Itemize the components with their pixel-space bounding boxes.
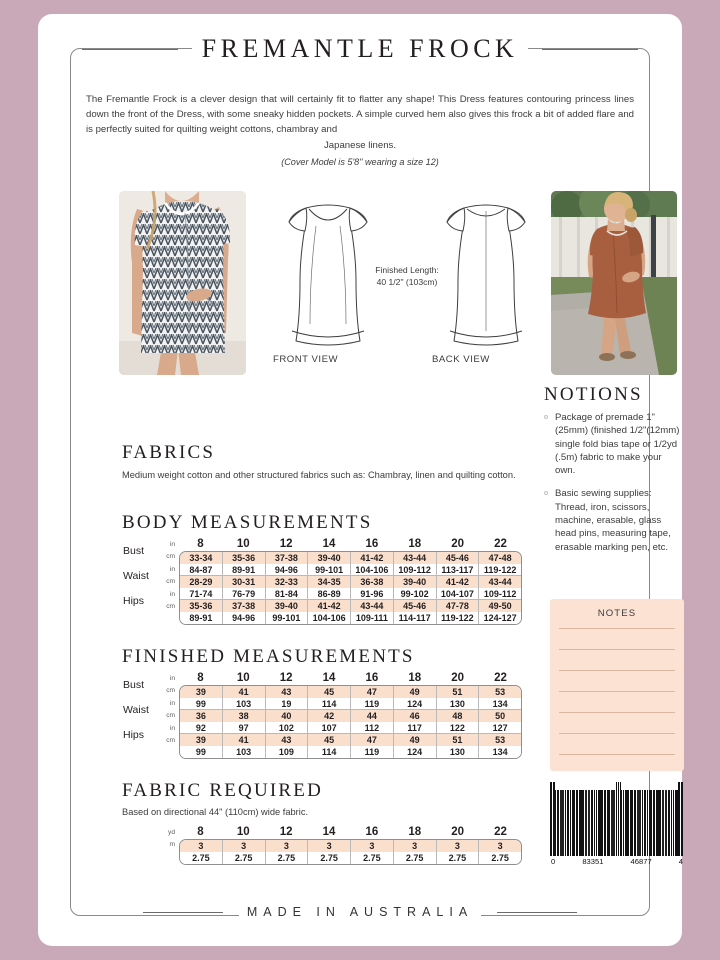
- measure-column-size-22: [478, 552, 521, 624]
- cell-bust-in-14: 39-40: [308, 552, 350, 564]
- fabric-size-header-row: [179, 826, 522, 838]
- size-header-22: 22: [494, 826, 507, 839]
- size-header-16: 16: [365, 672, 379, 684]
- size-header-18: 18: [408, 672, 422, 684]
- cell-waist-in-8: 28-29: [180, 576, 222, 588]
- front-view-label: FRONT VIEW: [273, 354, 339, 365]
- finished-measurements-heading: FINISHED MEASUREMENTS: [122, 646, 415, 667]
- barcode-bar: [557, 790, 559, 856]
- cell-fabric-in-8: 3: [180, 840, 222, 852]
- notions-list: [544, 411, 684, 554]
- notion-text: Basic sewing supplies: Thread, iron, scissors, machine, erasable, glass head pins, measuring tape, erasable marking pen, etc.: [555, 488, 671, 553]
- bullet-icon: [544, 491, 548, 495]
- cell-hips-in-14: 45: [308, 734, 350, 746]
- cell-waist-in-20: 48: [437, 710, 479, 722]
- title-rule-right: [542, 49, 638, 50]
- size-header-10: 10: [236, 672, 250, 684]
- finished-length-value: 40 1/2" (103cm): [376, 277, 438, 287]
- cell-hips-cm-14: 104-106: [308, 612, 350, 624]
- row-label-hips: [122, 723, 179, 747]
- measure-column-size-12: [265, 552, 308, 624]
- row-units: in cm: [166, 591, 175, 610]
- row-label-waist: [122, 698, 179, 722]
- measure-column-size-18: [393, 840, 436, 864]
- row-label-waist: [122, 564, 179, 588]
- measure-column-size-10: [222, 552, 265, 624]
- cell-waist-cm-16: 112: [351, 722, 393, 734]
- measure-column-size-20: [436, 552, 479, 624]
- size-header-14: 14: [322, 826, 336, 839]
- photo-rust-linen-dress: [551, 191, 677, 375]
- intro-body: The Fremantle Frock is a clever design that will certainly fit to flatter any shape! This Dress features contouring princess lines down the front of the Dress, with some sneaky hidden pockets. A simple curved hem also gives this frock a bit of added flare and is perfectly suited for quilting weight cottons, chambray and: [86, 94, 634, 136]
- cell-bust-in-10: 41: [223, 686, 265, 698]
- barcode-bar: [588, 790, 590, 856]
- barcode-bar: [627, 790, 629, 856]
- measure-column-size-18: [393, 552, 436, 624]
- measure-column-size-22: [478, 840, 521, 864]
- notions-heading: NOTIONS: [544, 384, 643, 405]
- finished-length-callout: [361, 264, 453, 288]
- row-label-hips: [122, 589, 179, 613]
- finished-measurements-table: [122, 672, 522, 759]
- pattern-envelope-back: [38, 14, 682, 946]
- cell-waist-in-22: 50: [479, 710, 521, 722]
- size-header-22: 22: [494, 538, 507, 550]
- notes-write-line: [559, 754, 675, 755]
- cell-hips-cm-10: 103: [223, 746, 265, 758]
- measure-column-size-8: [180, 840, 222, 864]
- cell-bust-cm-16: 119: [351, 698, 393, 710]
- cell-waist-cm-22: 127: [479, 722, 521, 734]
- bullet-icon: [544, 415, 548, 419]
- size-header-14: 14: [322, 538, 336, 550]
- cell-bust-cm-8: 99: [180, 698, 222, 710]
- size-header-18: 18: [408, 538, 422, 550]
- notes-write-line: [559, 670, 675, 671]
- cell-fabric-in-10: 3: [223, 840, 265, 852]
- measure-column-size-10: [222, 686, 265, 758]
- cell-bust-cm-22: 119-122: [479, 564, 521, 576]
- fabric-required-heading: FABRIC REQUIRED: [122, 780, 324, 801]
- cell-bust-in-8: 33-34: [180, 552, 222, 564]
- cell-bust-in-8: 39: [180, 686, 222, 698]
- measure-column-size-12: [265, 840, 308, 864]
- barcode-bar: [582, 790, 584, 856]
- cell-fabric-in-16: 3: [351, 840, 393, 852]
- cell-waist-in-16: 44: [351, 710, 393, 722]
- cell-hips-cm-16: 109-111: [351, 612, 393, 624]
- cell-fabric-in-14: 3: [308, 840, 350, 852]
- footer-rule-left: [143, 912, 223, 913]
- size-header-8: 8: [197, 672, 204, 684]
- cell-waist-in-10: 38: [223, 710, 265, 722]
- size-header-20: 20: [451, 826, 465, 839]
- cell-waist-cm-20: 122: [437, 722, 479, 734]
- cell-hips-in-10: 41: [223, 734, 265, 746]
- cell-bust-in-20: 51: [437, 686, 479, 698]
- cell-waist-in-18: 39-40: [394, 576, 436, 588]
- size-header-16: 16: [365, 826, 379, 839]
- cell-bust-cm-8: 84-87: [180, 564, 222, 576]
- cell-fabric-cm-12: 2.75: [266, 852, 308, 864]
- cell-bust-in-22: 47-48: [479, 552, 521, 564]
- fabrics-text: Medium weight cotton and other structured fabrics such as: Chambray, linen and quilting cotton.: [122, 470, 516, 480]
- barcode-bar: [568, 790, 569, 856]
- barcode-bar: [562, 790, 564, 856]
- cell-hips-in-12: 39-40: [266, 600, 308, 612]
- cell-fabric-cm-18: 2.75: [394, 852, 436, 864]
- cell-bust-in-12: 37-38: [266, 552, 308, 564]
- cell-hips-in-18: 45-46: [394, 600, 436, 612]
- notes-write-line: [559, 712, 675, 713]
- cell-hips-cm-20: 119-122: [437, 612, 479, 624]
- cell-bust-in-12: 43: [266, 686, 308, 698]
- photo-chevron-dress: [119, 191, 246, 375]
- cell-waist-cm-8: 71-74: [180, 588, 222, 600]
- measure-column-size-14: [307, 552, 350, 624]
- body-measurements-table: [122, 538, 522, 625]
- body-size-header-row: [179, 538, 522, 550]
- cell-fabric-cm-22: 2.75: [479, 852, 521, 864]
- row-units: in cm: [166, 700, 175, 719]
- notes-write-line: [559, 649, 675, 650]
- barcode-digits: [550, 857, 684, 866]
- fabrics-heading: FABRICS: [122, 442, 216, 463]
- finished-measurements-grid: [179, 685, 522, 759]
- barcode-bar: [601, 790, 603, 856]
- measure-column-size-16: [350, 686, 393, 758]
- cell-hips-cm-22: 124-127: [479, 612, 521, 624]
- cell-bust-in-14: 45: [308, 686, 350, 698]
- intro-paragraph: [86, 92, 634, 170]
- barcode-bar: [645, 790, 646, 856]
- size-header-12: 12: [279, 826, 293, 839]
- row-label-text: Bust: [123, 545, 145, 557]
- notes-box[interactable]: [550, 599, 684, 771]
- title-band: [70, 36, 650, 62]
- measure-column-size-20: [436, 686, 479, 758]
- cell-bust-cm-12: 19: [266, 698, 308, 710]
- row-label-bust: [122, 673, 179, 697]
- cell-hips-cm-18: 114-117: [394, 612, 436, 624]
- notes-write-line: [559, 691, 675, 692]
- cell-hips-cm-12: 109: [266, 746, 308, 758]
- barcode-bar: [653, 790, 655, 856]
- barcode-bar: [647, 790, 648, 856]
- size-header-20: 20: [451, 538, 465, 550]
- cell-waist-cm-22: 109-112: [479, 588, 521, 600]
- row-label-fabric: [122, 827, 179, 851]
- cell-bust-in-16: 41-42: [351, 552, 393, 564]
- cell-bust-cm-22: 134: [479, 698, 521, 710]
- measure-column-size-8: [180, 552, 222, 624]
- cell-waist-cm-12: 102: [266, 722, 308, 734]
- footer-rule-right: [497, 912, 577, 913]
- cell-hips-cm-16: 119: [351, 746, 393, 758]
- notes-write-line: [559, 733, 675, 734]
- cell-fabric-in-22: 3: [479, 840, 521, 852]
- size-header-14: 14: [322, 672, 336, 684]
- size-header-22: 22: [494, 672, 507, 684]
- measure-column-size-20: [436, 840, 479, 864]
- cell-waist-in-12: 32-33: [266, 576, 308, 588]
- barcode-bar: [620, 782, 621, 856]
- cell-hips-in-18: 49: [394, 734, 436, 746]
- finished-size-header-row: [179, 672, 522, 684]
- fabric-required-section: [122, 780, 522, 865]
- notion-item-1: [544, 411, 684, 477]
- body-measurements-grid: [179, 551, 522, 625]
- cell-bust-in-22: 53: [479, 686, 521, 698]
- cell-hips-cm-8: 89-91: [180, 612, 222, 624]
- cell-bust-in-20: 45-46: [437, 552, 479, 564]
- size-header-8: 8: [197, 826, 204, 839]
- row-label-text: Waist: [123, 704, 149, 716]
- cell-bust-cm-10: 103: [223, 698, 265, 710]
- barcode-bar: [642, 790, 643, 856]
- cell-hips-in-10: 37-38: [223, 600, 265, 612]
- barcode-bar: [681, 782, 683, 856]
- cell-waist-in-14: 34-35: [308, 576, 350, 588]
- measure-column-size-16: [350, 552, 393, 624]
- barcode-group-two: 46877: [630, 857, 652, 866]
- size-header-16: 16: [365, 538, 379, 550]
- barcode-bars: [550, 782, 684, 856]
- cell-hips-in-16: 43-44: [351, 600, 393, 612]
- cell-waist-cm-14: 86-89: [308, 588, 350, 600]
- size-header-10: 10: [236, 538, 250, 550]
- measure-column-size-8: [180, 686, 222, 758]
- cell-bust-cm-12: 94-96: [266, 564, 308, 576]
- barcode-bar: [665, 790, 667, 856]
- cell-bust-in-18: 49: [394, 686, 436, 698]
- cell-bust-cm-14: 99-101: [308, 564, 350, 576]
- cell-hips-in-20: 51: [437, 734, 479, 746]
- cell-waist-in-12: 40: [266, 710, 308, 722]
- cell-bust-in-16: 47: [351, 686, 393, 698]
- barcode-bar: [565, 790, 566, 856]
- barcode-bar: [616, 782, 617, 856]
- cell-waist-in-10: 30-31: [223, 576, 265, 588]
- size-header-12: 12: [279, 538, 293, 550]
- cell-fabric-in-18: 3: [394, 840, 436, 852]
- cell-fabric-cm-20: 2.75: [437, 852, 479, 864]
- cell-hips-in-14: 41-42: [308, 600, 350, 612]
- cell-waist-cm-8: 92: [180, 722, 222, 734]
- intro-last-line: Japanese linens.: [323, 139, 396, 151]
- cell-waist-cm-16: 91-96: [351, 588, 393, 600]
- row-units: in cm: [166, 725, 175, 744]
- size-header-18: 18: [408, 826, 422, 839]
- cell-waist-cm-10: 97: [223, 722, 265, 734]
- cell-bust-cm-18: 109-112: [394, 564, 436, 576]
- fabric-required-note: Based on directional 44" (110cm) wide fabric.: [122, 807, 309, 817]
- footer-text: MADE IN AUSTRALIA: [239, 905, 481, 919]
- fabric-required-grid: [179, 839, 522, 865]
- cell-hips-in-16: 47: [351, 734, 393, 746]
- row-label-bust: [122, 539, 179, 563]
- cell-waist-cm-18: 99-102: [394, 588, 436, 600]
- row-units: in cm: [166, 566, 175, 585]
- measure-column-size-14: [307, 840, 350, 864]
- cell-hips-in-8: 35-36: [180, 600, 222, 612]
- measure-column-size-10: [222, 840, 265, 864]
- cell-bust-cm-16: 104-106: [351, 564, 393, 576]
- cell-fabric-cm-14: 2.75: [308, 852, 350, 864]
- title-rule-left: [82, 49, 178, 50]
- size-header-10: 10: [236, 826, 250, 839]
- cell-hips-cm-8: 99: [180, 746, 222, 758]
- cell-waist-cm-20: 104-107: [437, 588, 479, 600]
- barcode: [550, 782, 684, 866]
- measure-column-size-12: [265, 686, 308, 758]
- barcode-bar: [634, 790, 636, 856]
- row-units: in cm: [166, 541, 175, 560]
- cell-waist-cm-10: 76-79: [223, 588, 265, 600]
- barcode-bar: [596, 790, 597, 856]
- row-label-text: Hips: [123, 729, 145, 741]
- notes-lines: [559, 628, 675, 755]
- cell-hips-in-22: 49-50: [479, 600, 521, 612]
- barcode-bar: [550, 782, 552, 856]
- cell-bust-cm-14: 114: [308, 698, 350, 710]
- body-measurements-heading: BODY MEASUREMENTS: [122, 512, 373, 533]
- right-column: [544, 384, 684, 866]
- footer-band: [70, 900, 650, 924]
- cell-waist-cm-18: 117: [394, 722, 436, 734]
- barcode-bar: [576, 790, 578, 856]
- hero-row: [86, 188, 682, 380]
- notes-title: NOTES: [597, 608, 637, 619]
- cell-fabric-in-20: 3: [437, 840, 479, 852]
- finished-measurements-section: [122, 646, 522, 759]
- cell-waist-in-8: 36: [180, 710, 222, 722]
- notion-text: Package of premade 1" (25mm) (finished 1/2"(12mm) single fold bias tape or 1/2yd (.5m) fabric to make your own.: [555, 412, 680, 477]
- fabrics-section: [122, 442, 522, 482]
- barcode-bar: [613, 790, 615, 856]
- barcode-bar: [639, 790, 641, 856]
- fabric-required-table: [122, 826, 522, 865]
- barcode-group-one: 83351: [582, 857, 604, 866]
- row-label-text: Waist: [123, 570, 149, 582]
- cell-fabric-cm-10: 2.75: [223, 852, 265, 864]
- cell-hips-in-20: 47-78: [437, 600, 479, 612]
- cell-waist-in-18: 46: [394, 710, 436, 722]
- barcode-bar: [673, 790, 674, 856]
- cell-waist-in-22: 43-44: [479, 576, 521, 588]
- cell-fabric-cm-8: 2.75: [180, 852, 222, 864]
- cell-hips-in-12: 43: [266, 734, 308, 746]
- barcode-bar: [671, 790, 672, 856]
- cell-waist-in-14: 42: [308, 710, 350, 722]
- barcode-bar: [594, 790, 595, 856]
- cell-hips-cm-22: 134: [479, 746, 521, 758]
- size-header-20: 20: [451, 672, 465, 684]
- barcode-bar: [659, 790, 661, 856]
- technical-flats: [266, 190, 544, 380]
- cell-hips-cm-12: 99-101: [266, 612, 308, 624]
- body-measurements-section: [122, 512, 522, 625]
- cell-fabric-in-12: 3: [266, 840, 308, 852]
- measure-column-size-18: [393, 686, 436, 758]
- cell-hips-cm-18: 124: [394, 746, 436, 758]
- notion-item-2: [544, 487, 684, 553]
- cell-hips-in-8: 39: [180, 734, 222, 746]
- cell-hips-cm-14: 114: [308, 746, 350, 758]
- size-header-12: 12: [279, 672, 293, 684]
- back-view-label: BACK VIEW: [432, 354, 490, 365]
- barcode-bar: [678, 782, 680, 856]
- barcode-left-digit: 0: [551, 857, 556, 866]
- row-units: in cm: [166, 675, 175, 694]
- measure-column-size-14: [307, 686, 350, 758]
- cell-waist-in-16: 36-38: [351, 576, 393, 588]
- finished-length-label: Finished Length:: [375, 265, 439, 275]
- measure-column-size-16: [350, 840, 393, 864]
- barcode-bar: [608, 790, 610, 856]
- cell-bust-cm-20: 113-117: [437, 564, 479, 576]
- cell-hips-cm-20: 130: [437, 746, 479, 758]
- cell-waist-in-20: 41-42: [437, 576, 479, 588]
- cell-fabric-cm-16: 2.75: [351, 852, 393, 864]
- notes-write-line: [559, 628, 675, 629]
- barcode-bar: [570, 790, 571, 856]
- cell-waist-cm-12: 81-84: [266, 588, 308, 600]
- cell-bust-in-10: 35-36: [223, 552, 265, 564]
- measure-column-size-22: [478, 686, 521, 758]
- cell-hips-in-22: 53: [479, 734, 521, 746]
- barcode-right-digit: 4: [678, 857, 683, 866]
- cell-waist-cm-14: 107: [308, 722, 350, 734]
- cell-bust-cm-18: 124: [394, 698, 436, 710]
- barcode-bar: [621, 790, 622, 856]
- cell-bust-cm-20: 130: [437, 698, 479, 710]
- cell-hips-cm-10: 94-96: [223, 612, 265, 624]
- page-title: FREMANTLE FROCK: [192, 36, 529, 62]
- cell-bust-in-18: 43-44: [394, 552, 436, 564]
- size-header-8: 8: [197, 538, 204, 550]
- row-label-text: Bust: [123, 679, 145, 691]
- barcode-bar: [668, 790, 669, 856]
- row-label-text: Hips: [123, 595, 145, 607]
- cover-model-note: (Cover Model is 5'8" wearing a size 12): [281, 156, 439, 167]
- row-units: yd m: [168, 829, 175, 849]
- barcode-bar: [591, 790, 592, 856]
- cell-bust-cm-10: 89-91: [223, 564, 265, 576]
